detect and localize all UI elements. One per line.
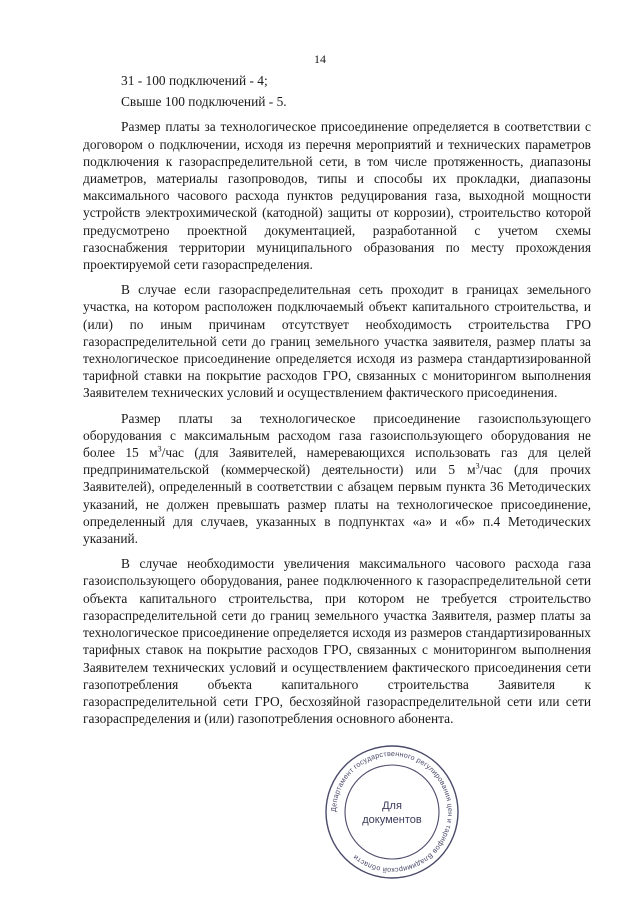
superscript-2: 3 (475, 461, 480, 471)
stamp-center-line-1: Для (382, 800, 402, 812)
paragraph-3-part-2: /час (для Заявителей, намеревающихся использовать газ для целей предпринимательской (коммерческой) деятельности) или 5 м (83, 445, 591, 478)
paragraph-3-part-1: Размер платы за технологическое присоединение газоиспользующего оборудования с максимальным расходом газа газоиспользующего оборудования не более 15 м (83, 410, 591, 461)
paragraph-3-part-3: /час (для прочих Заявителей), определенный в соответствии с абзацем первым пункта 36 Методических указаний, не должен превышать размер платы на технологическое присоединение, определенный для случаев, указанных в подпунктах «а» и «б» п.4 Методических указаний. (83, 462, 591, 547)
superscript-1: 3 (157, 444, 162, 454)
official-stamp (322, 742, 462, 882)
list-line-2: Свыше 100 подключений - 5. (121, 94, 287, 110)
paragraph-land-plot-case: В случае если газораспределительная сеть проходит в границах земельного участка, на котором расположен подключаемый объект капитального строительства, и (или) по иным причинам отсутствует необходимость строительства ГРО газораспределительной сети до границ земельного участка заявителя, размер платы за технологическое присоединение определяется исходя из размера стандартизированной тарифной ставки на покрытие расходов ГРО, связанных с мониторингом выполнения Заявителем технических условий и осуществлением фактического присоединения. (83, 282, 591, 401)
stamp-center-line-2: документов (362, 814, 422, 826)
document-body (83, 72, 591, 727)
list-line-1: 31 - 100 подключений - 4; (121, 73, 268, 88)
page-number: 14 (314, 52, 326, 66)
paragraph-fee-definition: Размер платы за технологическое присоединение определяется в соответствии с договором о подключении, исходя из перечня мероприятий и технических параметров подключения к газораспределительной сети, в том числе протяженность, диапазоны диаметров, материалы газопроводов, типы и способы их прокладки, диапазоны максимального часового расхода пунктов редуцирования газа, выходной мощности устройств электрохимической (катодной) защиты от коррозии), строительство которой предусмотрено проектной документацией, разработанной с учетом схемы газоснабжения территории муниципального образования по месту прохождения проектируемой сети газораспределения. (83, 119, 591, 273)
paragraph-max-consumption (83, 410, 591, 548)
stamp-ring-text: Департамент государственного регулирования цен и тарифов Владимирской области (328, 748, 456, 876)
paragraph-increase-consumption: В случае необходимости увеличения максимального часового расхода газа газоиспользующего оборудования, ранее подключенного к газораспределительной сети объекта капитального строительства, при котором не требуется строительство газораспределительной сети до границ земельного участка Заявителя, размер платы за технологическое присоединение определяется исходя из размеров стандартизированных тарифных ставок на покрытие расходов ГРО, связанных с мониторингом выполнения Заявителем технических условий и осуществлением фактического присоединения сети газопотребления объекта капитального строительства Заявителя к газораспределительной сети ГРО, бесхозяйной газораспределительной сети или сети газораспределения и (или) газопотребления основного абонента. (83, 556, 591, 727)
